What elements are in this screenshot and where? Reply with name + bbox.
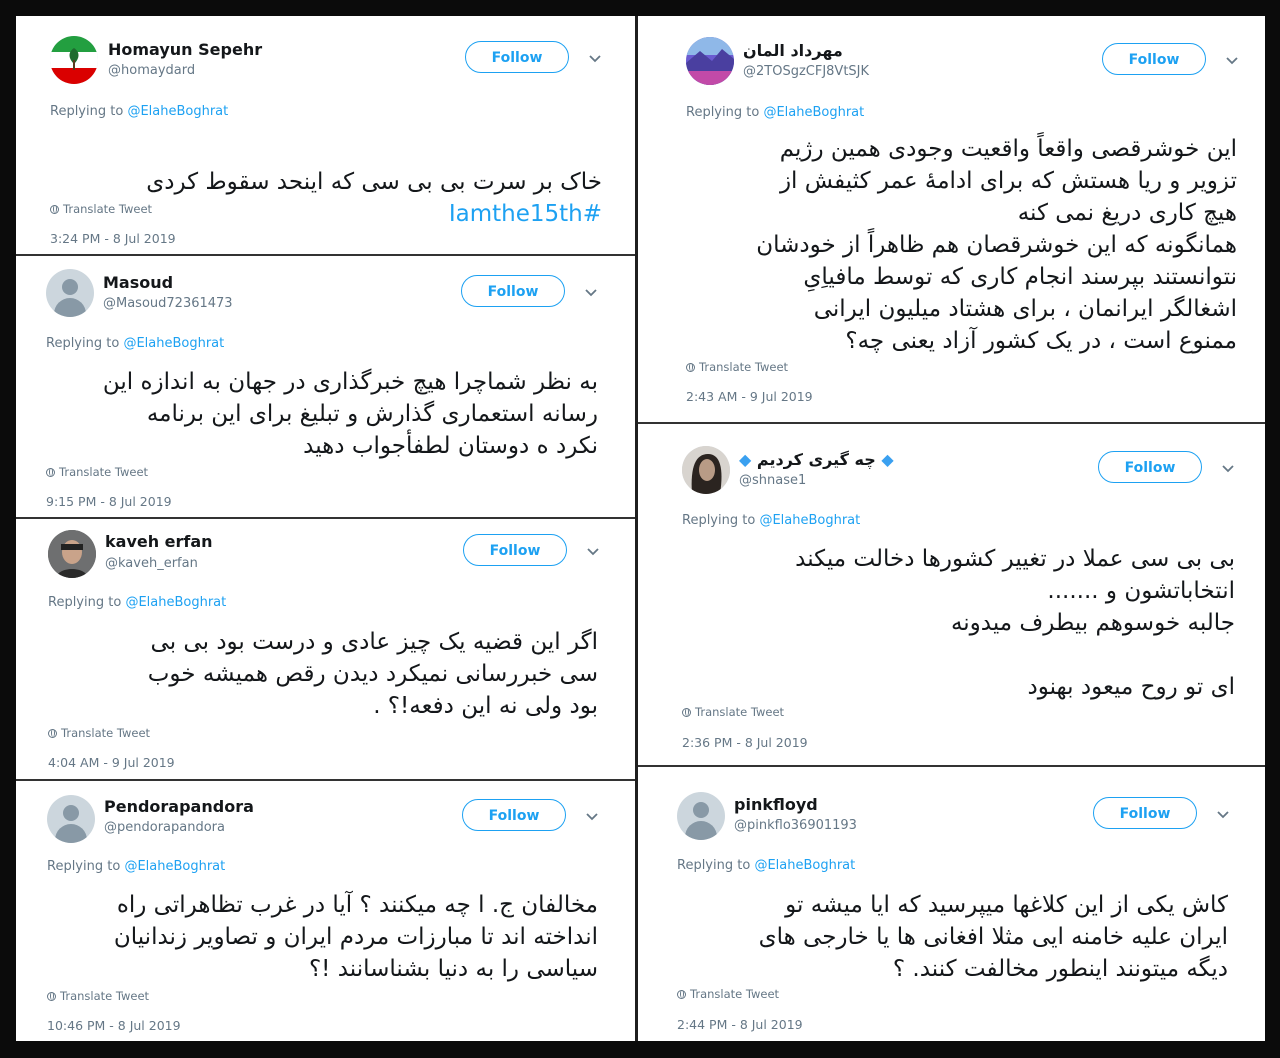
replying-label: Replying to (682, 513, 756, 528)
follow-button[interactable]: Follow (1102, 43, 1206, 75)
portrait-avatar[interactable] (682, 446, 730, 494)
globe-icon (47, 992, 56, 1001)
chevron-down-icon[interactable] (585, 544, 601, 560)
tweet-text: این خوشرقصی واقعاً واقعیت وجودی همین رژیم تزویر و ریا هستش که برای ادامهٔ عمر کثیفش از هیچ کاری دریغ نمی کنه همانگونه که این خوشرقصان هم ظاهراً از خودشان نتوانستند بپرسند انجام کاری که توسط مافیاِیِ اشغالگر ایرانمان ، برای هشتاد میلیون ایرانی ممنوع است ، در یک کشور آزاد یعنی چه؟ (756, 136, 1237, 354)
translate-tweet-link[interactable] (46, 465, 148, 479)
user-handle[interactable]: @2TOSgzCFJ8VtSJK (743, 64, 870, 79)
replying-to (47, 859, 225, 874)
translate-label: Translate Tweet (63, 202, 153, 216)
globe-icon (46, 468, 55, 477)
tweet-card[interactable] (16, 781, 635, 1041)
translate-tweet-link[interactable] (50, 202, 152, 216)
tweet-text: مخالفان ج. ا چه میکنند ؟ آیا در غرب تظاهراتی راه انداخته اند تا مبارزات مردم ایران و تصاویر زندانیان سیاسی را به دنیا بشناسانند !؟ (113, 892, 598, 982)
mention-link[interactable]: @ElaheBoghrat (759, 513, 861, 528)
tweet-timestamp[interactable]: 3:24 PM - 8 Jul 2019 (50, 231, 176, 246)
translate-tweet-link[interactable] (686, 360, 788, 374)
user-handle[interactable]: @pinkflo36901193 (734, 818, 857, 833)
tweet-timestamp[interactable]: 2:36 PM - 8 Jul 2019 (682, 735, 808, 750)
display-name[interactable]: kaveh erfan (105, 532, 213, 551)
translate-tweet-link[interactable] (48, 726, 150, 740)
follow-button[interactable]: Follow (1093, 797, 1197, 829)
replying-to (50, 104, 228, 119)
user-handle[interactable]: @pendorapandora (104, 820, 225, 835)
chevron-down-icon[interactable] (1215, 807, 1231, 823)
tweet-card[interactable] (638, 767, 1265, 1041)
mention-link[interactable]: @ElaheBoghrat (123, 336, 225, 351)
follow-button[interactable]: Follow (462, 799, 566, 831)
tweet-card[interactable] (638, 424, 1265, 767)
tweet-timestamp[interactable]: 2:44 PM - 8 Jul 2019 (677, 1017, 803, 1032)
tweet-text: بی بی سی عملا در تغییر کشورها دخالت میکند انتخاباتشون و ....... جالبه خوسوهم بیطرف میدونه ای تو روح میعود بهنود (795, 546, 1235, 700)
display-name[interactable] (739, 450, 894, 469)
diamond-icon: ◆ (739, 450, 752, 469)
display-name[interactable]: Homayun Sepehr (108, 40, 263, 59)
tweet-card[interactable] (16, 256, 635, 519)
replying-to (46, 336, 224, 351)
replying-to (48, 595, 226, 610)
tweet-text: به نظر شماچرا هیچ خبرگذاری در جهان به اندازه این رسانه استعماری گذارش و تبلیغ برای این برنامه نکرد ه دوستان لطفأجواب دهید (102, 369, 598, 459)
default-avatar-icon[interactable] (46, 269, 94, 317)
display-name[interactable]: Pendorapandora (104, 797, 254, 816)
follow-button[interactable]: Follow (463, 534, 567, 566)
chevron-down-icon[interactable] (1224, 53, 1240, 69)
replying-label: Replying to (48, 595, 122, 610)
user-handle[interactable]: @kaveh_erfan (105, 556, 198, 571)
display-name[interactable]: Masoud (103, 273, 174, 292)
follow-button[interactable]: Follow (461, 275, 565, 307)
landscape-avatar[interactable] (686, 37, 734, 85)
globe-icon (686, 363, 695, 372)
tweet-text-content: خاک بر سرت بی بی سی که اینحد سقوط کردی (146, 169, 602, 195)
replying-label: Replying to (46, 336, 120, 351)
translate-label: Translate Tweet (690, 987, 780, 1001)
globe-icon (682, 708, 691, 717)
translate-label: Translate Tweet (61, 726, 151, 740)
diamond-icon: ◆ (881, 450, 894, 469)
follow-button[interactable]: Follow (465, 41, 569, 73)
translate-label: Translate Tweet (60, 989, 150, 1003)
tweet-card[interactable] (16, 519, 635, 781)
replying-label: Replying to (686, 105, 760, 120)
globe-icon (50, 205, 59, 214)
default-avatar-icon[interactable] (677, 792, 725, 840)
translate-label: Translate Tweet (695, 705, 785, 719)
tweet-timestamp[interactable]: 4:04 AM - 9 Jul 2019 (48, 755, 175, 770)
mention-link[interactable]: @ElaheBoghrat (124, 859, 226, 874)
replying-to (677, 858, 855, 873)
hashtag-link[interactable]: #Iamthe15th (448, 201, 602, 227)
globe-icon (677, 990, 686, 999)
screenshot-collage (16, 16, 1265, 1041)
replying-label: Replying to (47, 859, 121, 874)
translate-tweet-link[interactable] (677, 987, 779, 1001)
chevron-down-icon[interactable] (587, 51, 603, 67)
chevron-down-icon[interactable] (583, 285, 599, 301)
follow-button[interactable]: Follow (1098, 451, 1202, 483)
replying-label: Replying to (677, 858, 751, 873)
globe-icon (48, 729, 57, 738)
display-name[interactable]: مهرداد المان (743, 41, 843, 60)
chevron-down-icon[interactable] (1220, 461, 1236, 477)
tweet-timestamp[interactable]: 10:46 PM - 8 Jul 2019 (47, 1018, 181, 1033)
tweet-timestamp[interactable]: 9:15 PM - 8 Jul 2019 (46, 494, 172, 509)
translate-tweet-link[interactable] (47, 989, 149, 1003)
translate-label: Translate Tweet (699, 360, 789, 374)
flag-avatar[interactable] (50, 36, 98, 84)
tweet-timestamp[interactable]: 2:43 AM - 9 Jul 2019 (686, 389, 813, 404)
tweet-text: اگر این قضیه یک چیز عادی و درست بود بی بی سی خبررسانی نمیکرد دیدن رقص همیشه خوب بود ولی نه این دفعه!؟ . (147, 629, 598, 719)
user-handle[interactable]: @homaydard (108, 63, 196, 78)
tweet-text: کاش یکی از این کلاغها میپرسید که ایا میشه تو ایران علیه خامنه ایی مثلا افغانی ها یا خارجی های دیگه میتونند اینطور مخالفت کنند. ؟ (758, 892, 1228, 982)
translate-label: Translate Tweet (59, 465, 149, 479)
chevron-down-icon[interactable] (584, 809, 600, 825)
mention-link[interactable]: @ElaheBoghrat (763, 105, 865, 120)
display-name[interactable]: pinkfloyd (734, 795, 818, 814)
replying-to (686, 105, 864, 120)
mention-link[interactable]: @ElaheBoghrat (754, 858, 856, 873)
tweet-card[interactable] (638, 16, 1265, 424)
user-handle[interactable]: @Masoud72361473 (103, 296, 233, 311)
tweet-card[interactable] (16, 16, 635, 256)
replying-to (682, 513, 860, 528)
translate-tweet-link[interactable] (682, 705, 784, 719)
photo-avatar[interactable] (48, 530, 96, 578)
display-name-text: چه گیری کردیم (756, 450, 876, 469)
user-handle[interactable]: @shnase1 (739, 473, 807, 488)
mention-link[interactable]: @ElaheBoghrat (125, 595, 227, 610)
mention-link[interactable]: @ElaheBoghrat (127, 104, 229, 119)
default-avatar-icon[interactable] (47, 795, 95, 843)
replying-label: Replying to (50, 104, 124, 119)
